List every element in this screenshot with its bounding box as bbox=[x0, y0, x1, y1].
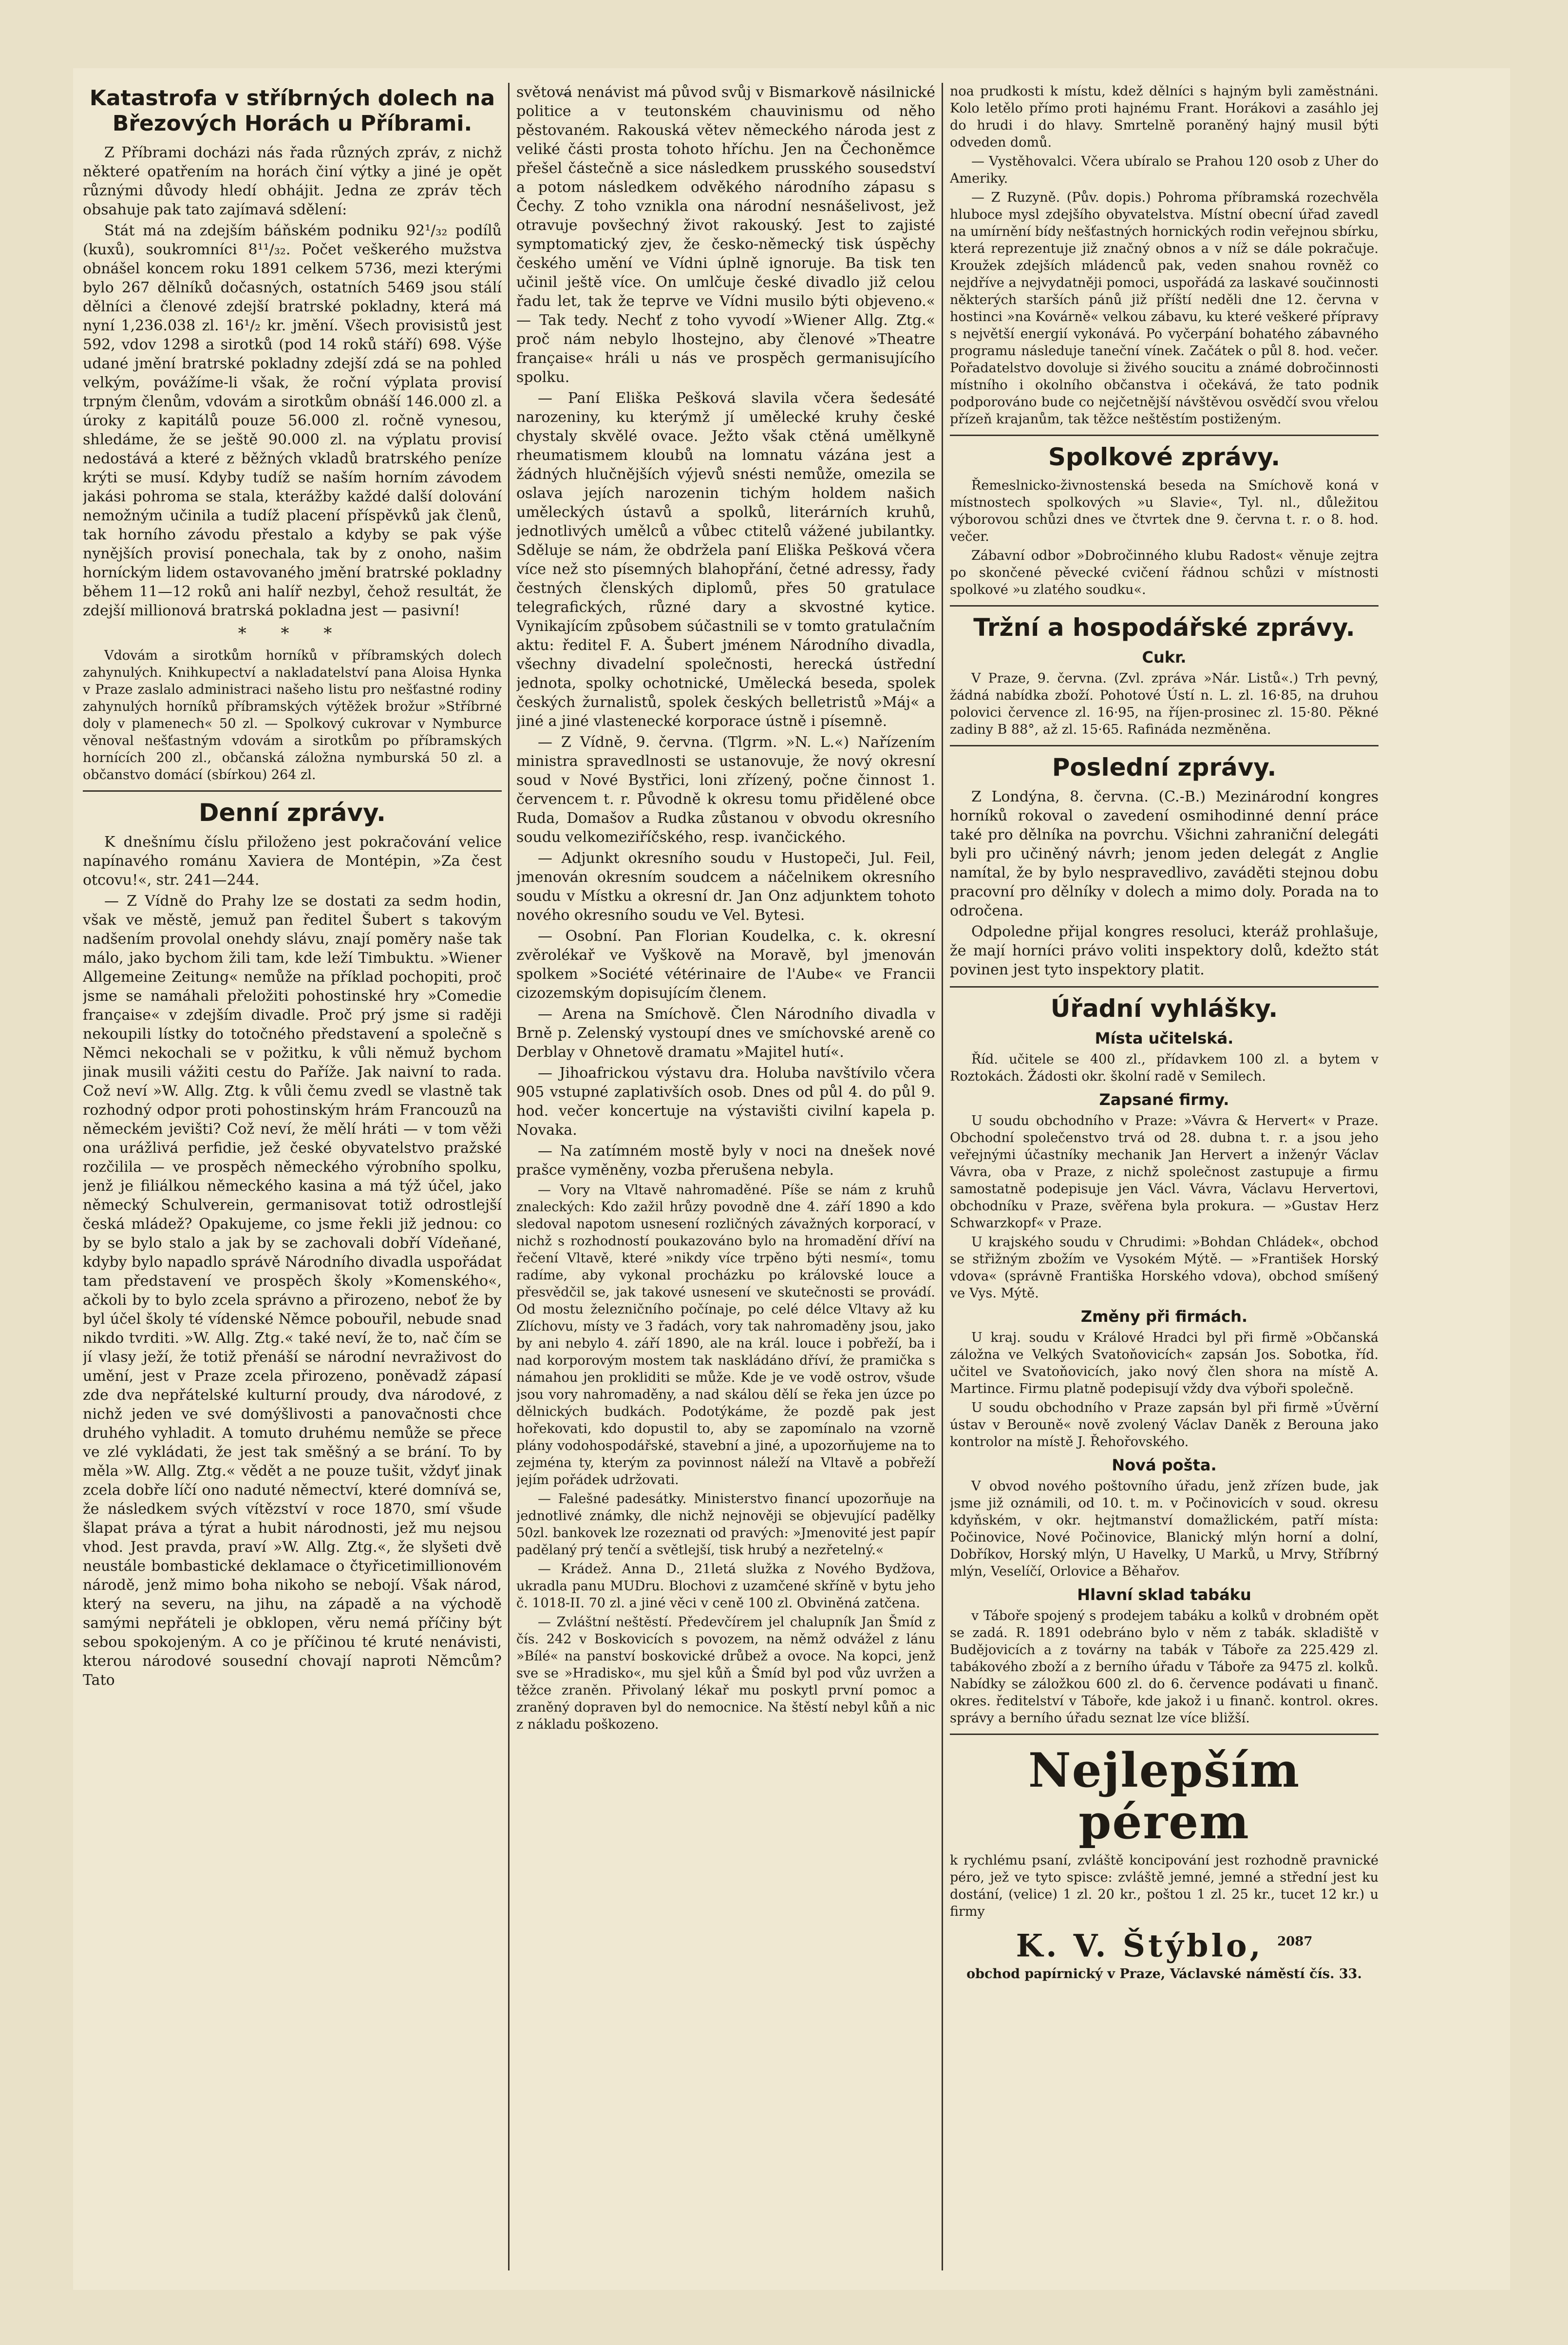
column-2 bbox=[516, 83, 935, 2275]
paragraph: V Praze, 9. června. (Zvl. zpráva »Nár. Listů«.) Trh pevný, žádná nabídka zboží. Pohotové Ústí n. L. zl. 16·85, na druhou polovici července zl. 16·95, na říjen-prosinec zl. 15·80. Pěkné zadiny B 88°, až zl. 15·65. Rafináda nezměněna. bbox=[950, 671, 1379, 737]
paragraph: U kraj. soudu v Králové Hradci byl při firmě »Občanská záložna ve Velkých Svatoňovicích« zapsán Jos. Sobotka, říd. učitel ve Svatoňovicích, jako nový člen shora na místě A. Martince. Firmu platně podepisují vždy dva výboři společně. bbox=[950, 1330, 1379, 1396]
newspaper-page bbox=[73, 68, 1510, 2290]
paragraph: Z Londýna, 8. června. (C.-B.) Mezinárodní kongres horníků rokoval o zavedení osmihodinné denní práce také pro dělníka na povrchu. Všichni zahraniční delegáti byli pro učiněný návrh; jenom jeden delegát z Anglie namítal, že by bylo nespravedlivo, zaváděti stejnou dobu pracovní pro dělníky v dolech a mimo doly. Porada na to odročena. bbox=[950, 788, 1379, 919]
section-divider bbox=[950, 986, 1379, 988]
ad-text: k rychlému psaní, zvláště koncipování jest rozhodně pravnické péro, jež ve tyto spisce: zvláště jemné, jemné a střední jest ku dostání, (velice) 1 zl. 20 kr., poštou 1 zl. 25 kr., tucet 12 kr.) u firmy bbox=[950, 1853, 1379, 1919]
section-divider bbox=[950, 605, 1379, 607]
ad-company-name-text: K. V. Štýblo, bbox=[1016, 1927, 1264, 1964]
paragraph: U krajského soudu v Chrudimi: »Bohdan Chládek«, obchod se střižným zbožím ve Vysokém Mýtě. — »František Horský vdova« (správně Františka Horského vdova), obchod smíšený ve Vys. Mýtě. bbox=[950, 1235, 1379, 1301]
subsection-title-hlavni-sklad-tabaku: Hlavní sklad tabáku bbox=[1077, 1585, 1251, 1604]
paragraph: V obvod nového poštovního úřadu, jenž zřízen bude, jak jsme již oznámili, od 10. t. m. v Počinovicích v soud. okresu kdyňském, v okr. hejtmanství domažlickém, patří místa: Počinovice, Nové Počinovice, Blanický mlýn horní a dolní, Dobříkov, Horský mlýn, U Havelky, U Marků, u Mrvy, Stříbrný mlýn, Veselíčí, Orlovice a Běhařov. bbox=[950, 1479, 1379, 1579]
paragraph: — Na zatímném mostě byly v noci na dnešek nové prašce vyměněny, vozba přerušena nebyla. bbox=[516, 1143, 935, 1179]
subsection-title-cukr: Cukr. bbox=[1142, 648, 1187, 667]
paragraph: U soudu obchodního v Praze zapsán byl při firmě »Úvěrní ústav v Berouně« nově zvolený Václav Daněk z Berouna jako kontrolor na místě J. Řehořovského. bbox=[950, 1400, 1379, 1449]
paragraph: — Osobní. Pan Florian Koudelka, c. k. okresní zvěrolékař ve Vyškově na Moravě, byl jmenován spolkem »Société vétérinaire de l'Aube« ve Francii cizozemským dopisujícím členem. bbox=[516, 928, 935, 1002]
paragraph: — Jihoafrickou výstavu dra. Holuba navštívilo včera 905 vstupné zaplativších osob. Dnes od půl 4. do půl 9. hod. večer koncertuje na výstavišti civilní kapela p. Novaka. bbox=[516, 1065, 935, 1139]
column-rule-2 bbox=[942, 83, 943, 2270]
section-title-posledni-zpravy: Poslední zprávy. bbox=[1052, 753, 1277, 782]
paragraph: — Falešné padesátky. Ministerstvo financí upozorňuje na jednotlivé známky, dle nichž nejnověji se objevující padělky 50zl. bankovek lze rozeznati od pravých: »Jmenovité jest papír padělaný prý tenčí a světlejší, tisk hrubý a nezřetelný.« bbox=[516, 1491, 935, 1558]
section-title-trzni-zpravy: Tržní a hospodářské zprávy. bbox=[973, 613, 1355, 642]
paragraph: K dnešnímu číslu přiloženo jest pokračování velice napínavého románu Xaviera de Montépin, »Za čest otcovu!«, str. 241—244. bbox=[83, 834, 502, 889]
paragraph: — Adjunkt okresního soudu v Hustopeči, Jul. Feil, jmenován okresním soudcem a náčelnikem okresního soudu v Místku a okresní dr. Jan Onz adjunktem tohoto nového okresního soudu ve Vel. Bytesi. bbox=[516, 850, 935, 924]
ad-footer: obchod papírnický v Praze, Václavské náměstí čís. 33. bbox=[966, 1966, 1362, 1982]
paragraph: — Vystěhovalci. Včera ubíralo se Prahou 120 osob z Uher do Ameriky. bbox=[950, 154, 1379, 186]
paragraph: — Z Ruzyně. (Pův. dopis.) Pohroma příbramská rozechvěla hluboce mysl zdejšího obyvatelstva. Místní obecní úřad zavedl na umírnění bídy nešťastných hornických rodin veřejnou sbírku, která reprezentuje již značný obnos a v níž se dále pokračuje. Kroužek zdejších mládenců pak, veden snahou rovněž co nejdříve a nejvydatněji pomoci, uspořádá za laskavé součinnosti některých starších pánů již příští neděli dne 12. června v hostinci »na Kovárně« velkou zábavu, ku které veškeré přípravy s největší energií vykonává. Po vyčerpání bohatého zábavného programu následuje taneční vínek. Začátek o půl 8. hod. večer. Pořadatelstvo dovoluje si živého soucitu a známé dobročinnosti místního i okolního občanstva i očekává, že tato podnik podporováno bude co nejčetnější návštěvou osvědčí svou vřelou přízeň krajanům, tak těžce neštěstím postiženým. bbox=[950, 190, 1379, 427]
section-title-spolkove-zpravy: Spolkové zprávy. bbox=[1048, 443, 1281, 471]
subsection-title-zapsane-firmy: Zapsané firmy. bbox=[1099, 1090, 1229, 1109]
section-divider bbox=[950, 435, 1379, 436]
paragraph: Říd. učitele se 400 zl., přídavkem 100 zl. a bytem v Roztokách. Žádosti okr. školní radě v Semilech. bbox=[950, 1052, 1379, 1084]
ad-company-name bbox=[950, 1924, 1379, 1964]
column-rule-1 bbox=[508, 83, 510, 2270]
subsection-title-zmeny-pri-firmach: Změny při firmách. bbox=[1080, 1307, 1248, 1326]
paragraph: noa prudkosti k místu, kdež dělníci s hajným byli zaměstnáni. Kolo letělo přímo proti hajnému Frant. Horákovi a zasáhlo jej do hrudi i do hlavy. Smrtelně poraněný hajný musil býti odveden domů. bbox=[950, 84, 1379, 150]
subsection-title-mista-ucitelska: Místa učitelská. bbox=[1095, 1029, 1234, 1048]
paragraph: Z Příbrami docházi nás řada různých zpráv, z nichž některé opatřením na horách činí výtky a jiné je opět různými důvody hledí obhájit. Jedna ze zpráv těch obsahuje pak tato zajímavá sdělení: bbox=[83, 144, 502, 218]
article-headline-pribram: Katastrofa v stříbrných dolech na Březových Horách u Příbrami. bbox=[89, 86, 495, 136]
paragraph: v Táboře spojený s prodejem tabáku a kolků v drobném opět se zadá. R. 1891 odebráno bylo v něm z tabák. skladiště v Budějovicích a z továrny na tabák v Táboře za 225.429 zl. tabákového zboží a z berního úřadu v Táboře za 9475 zl. kolků. Nabídky se záložkou 600 zl. do 6. července podávati u finanč. okres. ředitelství v Táboře, kde jakož i u finanč. kontrol. okres. správy a berního úřadu seznat lze více bližší. bbox=[950, 1608, 1379, 1726]
paragraph: — Z Vídně do Prahy lze se dostati za sedm hodin, však ve městě, jemuž pan ředitel Šubert s takovým nadšením provolal onehdy slávu, znají poměry naše tak málo, jako bychom žili tam, kde leží Timbuktu. »Wiener Allgemeine Zeitung« nemůže na příklad pochopiti, proč jsme se namáhali přeložiti pohostinské hry »Comedie française« v zdejším divadle. Proč prý jsme si raději nekoupili lístky do totočného představení a společně s Němci nekochali se v požitku, k vůli němuž bychom jinak musili vážiti cestu do Paříže. Jak naivní to rada. Což neví »W. Allg. Ztg. k vůli čemu zvedl se vlastně tak rozhodný odpor proti pohostinským hrám Francouzů na německém jevišti? Což neví, že mělí hráti — v tom věži ona urážlivá perfidie, jež české obyvatelstvo pražské rozčilila — ve prospěch německého výrobního spolku, jenž je filiálkou německého kasina a má týž účel, jako německý Schulverein, germanisovat totiž odrostlejší česká mládež? Opakujeme, co jsme řekli již jednou: co by se bylo stalo a jak by se zachovali dobří Vídeňané, kdyby bylo napadlo správě Národního divadla uspořádat tam představení ve prospěch školy »Komenského«, ačkoli by to bylo zcela správno a přirozeno, neboť že by byl účel školy té vídenské Němce pobouřil, nebude snad nikdo tvrditi. »W. Allg. Ztg.« také neví, že to, nač čím se jí vlasy ježí, že totiž přenáší se národní nevraživost do umění, jest v Praze zcela přirozeno, poněvadž zápasí zde dva nepřátelské kulturní proudy, dva národové, z nichž jeden ve své domýšlivosti a panovačnosti chce druhého vyhladit. A tomuto druhému nemůže se přece ve zlé vykládati, že jest tak směšný a se brání. To by měla »W. Allg. Ztg.« vědět a ne pouze tušit, vždyť jinak zcela dobře líčí ono naduté němectví, které domnívá se, že následkem svých vítězství v roce 1870, smí všude šlapat práva a týrat a hubit národnosti, jež mu nejsou vhod. Jest pravda, praví »W. Allg. Ztg.«, že slyšeti dvě neustále bombastické deklamace o čtyřicetimillionovém národě, jenž mimo boha nikoho se nebojí. Však národ, který na severu, na jihu, na západě a na východě samými nepřáteli je obklopen, věru nemá příčiny být sebou spokojeným. A co je příčinou té kruté nenávisti, kterou národové sousední chovají naproti Němcům? Tato bbox=[83, 893, 502, 1689]
column-3 bbox=[950, 83, 1379, 2275]
column-1 bbox=[83, 83, 502, 2275]
paragraph: Stát má na zdejším báňském podniku 92¹/₃₂ podílů (kuxů), soukromníci 8¹¹/₃₂. Počet veškerého mužstva obnášel koncem roku 1891 celkem 5736, mezi kterými bylo 267 dělníků dočasných, ostatních 5469 jsou stálí dělníci a členové zdejší bratrské pokladny, která má nyní 1,236.038 zl. 16¹/₂ kr. jmění. Všech provisistů jest 592, vdov 1298 a sirotků (pod 14 roků stáří) 698. Výše udané jmění bratrské pokladny zdejší zdá se na pohled velkým, povážíme-li však, že roční výplata provisí trpným členům, vdovám a sirotkům obnáší 146.000 zl. a úroky z kapitálů pouze 56.000 zl. ročně vynesou, shledáme, že se ještě 90.000 zl. na výplatu provisí nedostává a které z běžných vkladů bratrského peníze krýti se musí. Kdyby tudíž se naším horním závodem jakási pohroma se stala, kterážby každé další dolování nemožným učinila a tudíž placení příspěvků jak členů, tak horního závodu přestalo a kdyby se pak výše nynějších provisí ponechala, tak by z onoho, našim horníckým lidem ostavovaného jmění bratrské pokladny během 11—12 roků ani halíř nezbyl, čehož resultát, že zdejší millionová bratrská pokladna jest — pasivní! bbox=[83, 222, 502, 619]
separator-stars: * * * bbox=[238, 624, 347, 643]
section-title-uradni-vyhlasky: Úřadní vyhlášky. bbox=[1050, 994, 1278, 1023]
ad-number: 2087 bbox=[1277, 1934, 1313, 1949]
paragraph: — Zvláštní neštěstí. Předevčírem jel chalupník Jan Šmíd z čís. 242 v Boskovicích s povozem, na němž odvážel z lánu »Bílé« na panství boskovické drůbež a ovoce. Na kopci, jenž sve se »Hradisko«, mu sjel kůň a Šmíd byl pod vůz uvržen a těžce zraněn. Přivolaný lékař mu poskytl první pomoc a zraněný dopraven byl do nemocnice. Na štěstí nebyl kůň a nic z nákladu poškozeno. bbox=[516, 1615, 935, 1732]
paragraph: — Arena na Smíchově. Člen Národního divadla v Brně p. Zelenský vystoupí dnes ve smíchovské areně co Derblay v Ohnetově dramatu »Majitel hutí«. bbox=[516, 1006, 935, 1061]
section-divider bbox=[83, 790, 502, 792]
paragraph: Zábavní odbor »Dobročinného klubu Radost« věnuje zejtra po skončené pěvecké cvičení řádnou schůzi v místnosti spolkové »u zlatého soudku«. bbox=[950, 548, 1379, 597]
paragraph: — Krádež. Anna D., 21letá služka z Nového Bydžova, ukradla panu MUDru. Blochovi z uzamčené skříně v bytu jeho č. 1018-II. 70 zl. a jiné věci v ceně 100 zl. Obviněná zatčena. bbox=[516, 1562, 935, 1611]
paragraph: — Paní Eliška Pešková slavila včera šedesáté narozeniny, ku kterýmž jí umělecké kruhy české chystaly skvělé ovace. Ježto však ctěná umělkyně rheumatismem kloubů na lomnatu vázána jest a žádných hlučnějších výjevů snésti nemůže, omezila se oslava jejích narozenin tichým holdem našich uměleckých ústavů a spolků, literárních kruhů, jednotlivých umělců a vůbec ctitelů vážené jubilantky. Sděluje se nám, že obdržela paní Eliška Pešková včera více než sto písemných blahopřání, četné adressy, řady čestných členských diplomů, přes 50 gratulace telegrafických, různé dary a skvostné kytice. Vynikajícím způsobem súčastnili se v tomto gratulačním aktu: ředitel F. A. Šubert jménem Národního divadla, všechny divadelní společnosti, herecká ústřední jednota, spolky ochotnické, Umělecká beseda, spolek českých žurnalistů, spolek českých belletristů »Máj« a jiné a jiné vlastenecké korporace ústně i písemně. bbox=[516, 390, 935, 730]
paragraph: Odpoledne přijal kongres resoluci, kteráž prohlašuje, že mají horníci právo voliti inspektory dolů, kdežto stát povinen jest tyto inspektory platit. bbox=[950, 923, 1379, 978]
paragraph: — Z Vídně, 9. června. (Tlgrm. »N. L.«) Nařízením ministra spravedlnosti se ustanovuje, že nový okresní soud v Nové Bystřici, loni zřízený, počne činnost 1. červencem t. r. Původně k okresu tomu přidělené obce Ruda, Domašov a Rudka zůstanou v obvodu okresního soudu velkomeziříčského, resp. ivančického. bbox=[516, 734, 935, 846]
advertisement-styblo bbox=[950, 1734, 1379, 1983]
section-title-denni-zpravy: Denní zprávy. bbox=[198, 799, 386, 827]
paragraph: Vdovám a sirotkům horníků v příbramských dolech zahynulých. Knihkupectví a nakladatelství pana Aloisa Hynka v Praze zaslalo administraci našeho listu pro nešťastné rodiny zahynulých horníků příbramských výtěžek brožur »Stříbrné doly v plamenech« 50 zl. — Spolkový cukrovar v Nymburce věnoval nešťastným vdovám a sirotkům po příbramských hornících 200 zl., občanská záložna nymburská 50 zl. a občanstvo domácí (sbírkou) 264 zl. bbox=[83, 648, 502, 782]
subsection-title-nova-posta: Nová pošta. bbox=[1112, 1456, 1217, 1474]
paragraph: U soudu obchodního v Praze: »Vávra & Hervert« v Praze. Obchodní společenstvo trvá od 28. dubna t. r. a jsou jeho veřejnými účastníky mechanik Jan Hervert a inženýr Václav Vávra, oba v Praze, z nichž společnost zastupuje a firmu samostatně podepisuje jen Václ. Vávra, Václavu Hervertovi, obchodníku v Praze, svěřena byla prokura. — »Gustav Herz Schwarzkopf« v Praze. bbox=[950, 1113, 1379, 1231]
paragraph: světová nenávist má původ svůj v Bismarkově násilnické politice a v teutonském chauvinismu od něho pěstovaném. Rakouská větev německého národa jest z veliké části prosta tohoto hříchu. Jen na Čechoněmce přešel částečně a sice následkem prusského sousedství a potom následkem odvěkého národního zápasu s Čechy. Z toho vznikla ona národní nesnášelivost, jež otravuje povšechný život rakouský. Jest to zajisté symptomatický zjev, že česko-německý tisk úspěchy českého umění ve Vídni úplně ignoruje. Ba tisk ten učinil ještě více. On umlčuje české divadlo již celou řadu let, tak že teprve ve Vídni musilo býti objeveno.« — Tak tedy. Nechť z toho vyvodí »Wiener Allg. Ztg.« proč nám nebylo lhostejno, aby členové »Theatre française« hráli u nás ve prospěch germanisujícího spolku. bbox=[516, 84, 935, 386]
ad-title: Nejlepším pérem bbox=[1028, 1743, 1301, 1849]
paragraph: — Vory na Vltavě nahromaděné. Píše se nám z kruhů znaleckých: Kdo zažil hrůzy povodně dne 4. září 1890 a kdo sledoval napotom usnesení rozličných závažných korporací, v nichž s rozhodností poukazováno bylo na hromadění dříví na řečení Vltavě, které »nikdy více trpěno býti nesmí«, tomu radíme, aby vykonal procházku po královské louce a přesvědčil se, jak takové usnesení ve skutečnosti se provádí. Od mostu železničního počínaje, po celé délce Vltavy až ku Zlíchovu, místy ve 3 řadách, vory tak nahromaděny jsou, jako by ani nebylo 4. září 1890, ale na král. louce i pobřeží, ba i nad korporovým mostem tak naskládáno dříví, že pramička s námahou jen prokliditi se může. Kde je ve vodě ostrov, všude jsou vory nahromaděny, a nad skálou dělí se řeka jen úzce po dělnických budkách. Podotýkáme, že pozdě pak jest hořekovati, kdo dopustil to, aby se zapomínalo na vzorně plány vodohospodářské, stavební a jiné, a upozorňujeme na to zejména ty, kterým za povinnost náleží na Vltavě a pobřeží jejím pořádek udržovati. bbox=[516, 1182, 935, 1487]
paragraph: Řemeslnicko-živnostenská beseda na Smíchově koná v místnostech spolkových »u Slavie«, Tyl. nl., důležitou výborovou schůzi dnes ve čtvrtek dne 9. června t. r. o 8. hod. večer. bbox=[950, 478, 1379, 544]
section-divider bbox=[950, 745, 1379, 746]
